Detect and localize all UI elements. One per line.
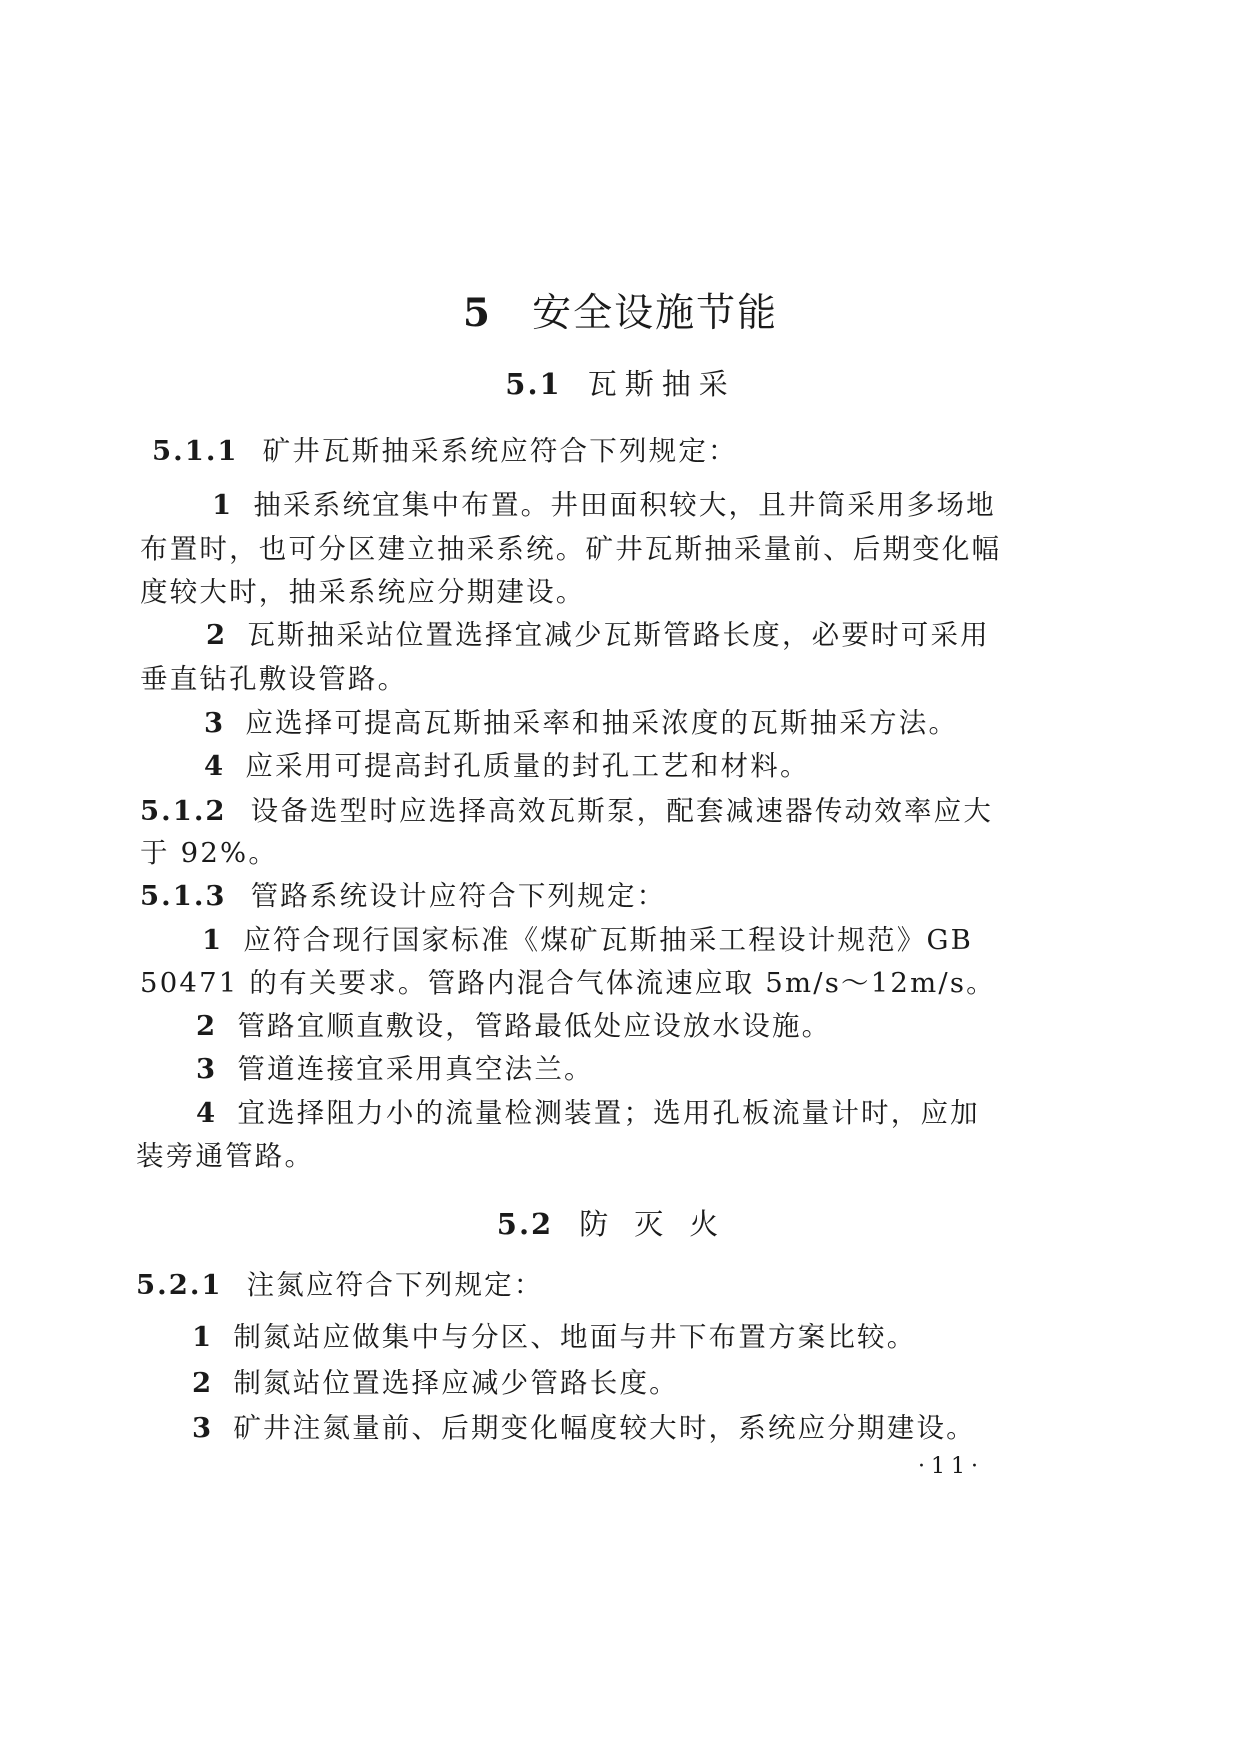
list-item <box>196 1090 980 1130</box>
text-line: 50471 的有关要求。管路内混合气体流速应取 5m/s～12m/s。 <box>140 967 996 999</box>
clause-number: 5.1.3 <box>140 880 227 912</box>
item-text: 矿井注氮量前、后期变化幅度较大时，系统应分期建设。 <box>233 1412 976 1444</box>
section-heading-5-2 <box>0 1202 1241 1243</box>
text-line: 度较大时，抽采系统应分期建设。 <box>140 576 586 608</box>
chapter-title: 安全设施节能 <box>532 291 779 336</box>
item-number: 2 <box>206 619 228 651</box>
section-title: 防灭火 <box>579 1207 745 1241</box>
bullet-dot: · <box>971 1454 984 1479</box>
clause-text: 管路系统设计应符合下列规定： <box>250 880 667 912</box>
clause-number: 5.1.1 <box>152 435 239 467</box>
section-heading-5-1 <box>0 362 1241 403</box>
item-number: 3 <box>204 707 226 739</box>
list-item <box>192 1314 916 1354</box>
list-item <box>196 1046 594 1086</box>
item-number: 1 <box>212 489 234 521</box>
item-text: 应采用可提高封孔质量的封孔工艺和材料。 <box>245 750 810 782</box>
item-number: 2 <box>196 1010 218 1042</box>
item-number: 4 <box>196 1097 218 1129</box>
item-text: 抽采系统宜集中布置。井田面积较大，且井筒采用多场地 <box>253 489 996 521</box>
clause-text: 注氮应符合下列规定： <box>246 1269 544 1301</box>
clause-number: 5.1.2 <box>140 795 227 827</box>
clause-text: 矿井瓦斯抽采系统应符合下列规定： <box>262 435 738 467</box>
item-number: 1 <box>202 924 224 956</box>
page-number-value: 11 <box>931 1454 971 1479</box>
item-text: 管路宜顺直敷设，管路最低处应设放水设施。 <box>237 1010 832 1042</box>
item-number: 2 <box>192 1367 214 1399</box>
bullet-dot: · <box>918 1454 931 1479</box>
list-item <box>192 1360 679 1400</box>
item-text: 制氮站位置选择应减少管路长度。 <box>233 1367 679 1399</box>
list-item <box>204 743 810 783</box>
clause-5-1-3 <box>140 873 666 913</box>
list-item <box>196 1003 831 1043</box>
item-text: 制氮站应做集中与分区、地面与井下布置方案比较。 <box>233 1321 917 1353</box>
text-line: 布置时，也可分区建立抽采系统。矿井瓦斯抽采量前、后期变化幅 <box>140 533 1002 565</box>
item-text: 管道连接宜采用真空法兰。 <box>237 1053 594 1085</box>
list-item <box>206 612 990 652</box>
section-title: 瓦斯抽采 <box>587 367 736 401</box>
clause-number: 5.2.1 <box>136 1269 223 1301</box>
clause-5-1-2 <box>140 788 993 828</box>
clause-5-2-1 <box>136 1262 544 1302</box>
chapter-heading <box>0 282 1241 338</box>
item-number: 3 <box>196 1053 218 1085</box>
section-number: 5.1 <box>505 367 562 401</box>
item-text: 宜选择阻力小的流量检测装置；选用孔板流量计时，应加 <box>237 1097 980 1129</box>
item-text: 应符合现行国家标准《煤矿瓦斯抽采工程设计规范》GB <box>243 924 974 956</box>
text-line: 装旁通管路。 <box>136 1140 315 1172</box>
text-line: 于 92%。 <box>140 837 279 869</box>
list-item <box>192 1405 976 1445</box>
text-line: 垂直钻孔敷设管路。 <box>140 663 408 695</box>
item-number: 4 <box>204 750 226 782</box>
chapter-number: 5 <box>462 290 493 336</box>
list-item <box>204 700 958 740</box>
item-text: 瓦斯抽采站位置选择宜减少瓦斯管路长度，必要时可采用 <box>247 619 990 651</box>
item-text: 应选择可提高瓦斯抽采率和抽采浓度的瓦斯抽采方法。 <box>245 707 959 739</box>
list-item <box>212 482 996 522</box>
item-number: 3 <box>192 1412 214 1444</box>
clause-5-1-1 <box>152 428 738 468</box>
item-number: 1 <box>192 1321 214 1353</box>
clause-text: 设备选型时应选择高效瓦斯泵，配套减速器传动效率应大 <box>250 795 994 827</box>
list-item <box>202 917 973 957</box>
page-number <box>918 1454 984 1479</box>
section-number: 5.2 <box>496 1207 554 1241</box>
